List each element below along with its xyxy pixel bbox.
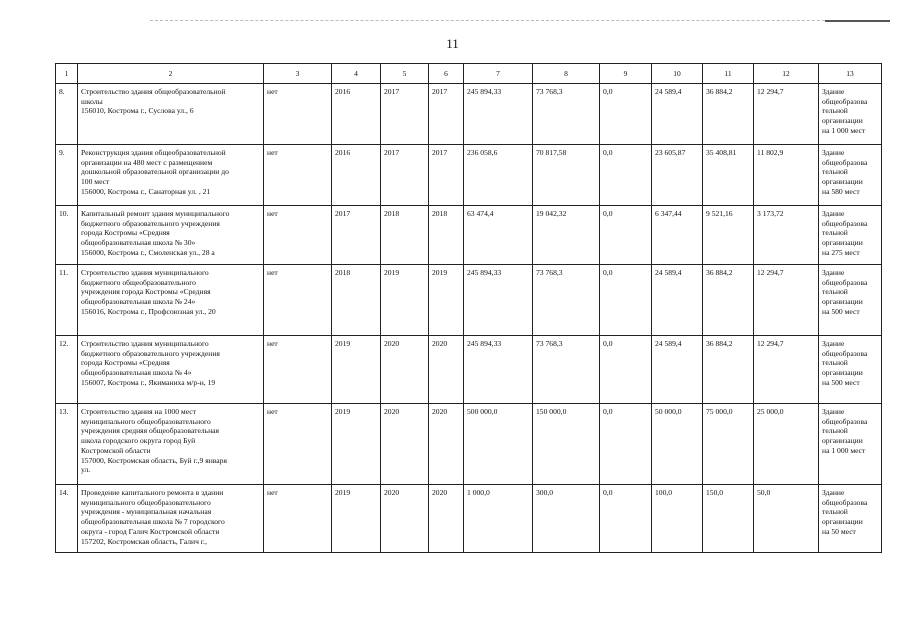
description-line: ул.	[81, 465, 91, 475]
capacity-line: общеобразова	[822, 96, 868, 106]
row-number: 8.	[56, 84, 78, 145]
cell-c5: 2018	[381, 206, 429, 265]
cell-c5: 2019	[381, 265, 429, 336]
header-rule	[150, 20, 890, 23]
description-line: города Костромы «Средняя	[81, 228, 170, 238]
cell-c9: 0,0	[600, 84, 652, 145]
cell-c5: 2020	[381, 336, 429, 404]
table-row	[56, 265, 882, 336]
cell-c8: 300,0	[533, 485, 600, 553]
capacity-line: тельной	[822, 287, 848, 297]
capacity-line: Здание	[822, 148, 845, 157]
description-line: общеобразовательная школа № 24»	[81, 297, 196, 307]
object-description	[78, 404, 264, 485]
object-description	[78, 145, 264, 206]
cell-c10: 100,0	[652, 485, 703, 553]
cell-c3: нет	[264, 265, 332, 336]
cell-c11: 36 884,2	[703, 265, 754, 336]
cell-c12: 12 294,7	[754, 265, 819, 336]
capacity-line: общеобразова	[822, 277, 868, 287]
capacity-line: организации	[822, 177, 863, 187]
cell-c4: 2019	[332, 485, 381, 553]
table-row	[56, 84, 882, 145]
cell-c5: 2020	[381, 404, 429, 485]
capacity-line: Здание	[822, 407, 845, 416]
cell-c3: нет	[264, 336, 332, 404]
capacity-line: на 500 мест	[822, 377, 860, 387]
cell-c10: 24 589,4	[652, 84, 703, 145]
cell-c9: 0,0	[600, 485, 652, 553]
header-cell: 3	[264, 64, 332, 84]
cell-c6: 2020	[429, 404, 464, 485]
capacity-line: общеобразова	[822, 416, 868, 426]
row-number: 12.	[56, 336, 78, 404]
header-cell: 8	[533, 64, 600, 84]
capacity-line: на 500 мест	[822, 306, 860, 316]
header-cell: 10	[652, 64, 703, 84]
table-row	[56, 404, 882, 485]
cell-c6: 2017	[429, 145, 464, 206]
capacity-note	[819, 404, 882, 485]
object-description	[78, 265, 264, 336]
cell-c10: 23 605,87	[652, 145, 703, 206]
description-line: муниципального общеобразовательного	[81, 497, 211, 507]
object-description	[78, 336, 264, 404]
description-line: общеобразовательная школа № 30»	[81, 238, 196, 248]
cell-c7: 1 000,0	[464, 485, 533, 553]
capacity-note	[819, 485, 882, 553]
description-line: округа - город Галич Костромской области	[81, 526, 220, 536]
capacity-line: Здание	[822, 209, 845, 218]
header-cell: 6	[429, 64, 464, 84]
cell-c12: 25 000,0	[754, 404, 819, 485]
capacity-note	[819, 206, 882, 265]
cell-c4: 2019	[332, 336, 381, 404]
header-cell: 5	[381, 64, 429, 84]
cell-c4: 2017	[332, 206, 381, 265]
cell-c10: 24 589,4	[652, 336, 703, 404]
table-row	[56, 145, 882, 206]
cell-c10: 50 000,0	[652, 404, 703, 485]
cell-c11: 36 884,2	[703, 84, 754, 145]
capacity-line: на 580 мест	[822, 186, 860, 196]
description-line: города Костромы «Средняя	[81, 358, 170, 368]
description-line: Реконструкция здания общеобразовательной	[81, 148, 226, 157]
row-number: 11.	[56, 265, 78, 336]
capacity-line: тельной	[822, 106, 848, 116]
capacity-line: Здание	[822, 268, 845, 277]
cell-c4: 2016	[332, 84, 381, 145]
cell-c12: 12 294,7	[754, 84, 819, 145]
cell-c12: 3 173,72	[754, 206, 819, 265]
cell-c8: 73 768,3	[533, 265, 600, 336]
cell-c11: 75 000,0	[703, 404, 754, 485]
description-line: организации на 480 мест с размещением	[81, 157, 213, 167]
capacity-line: организации	[822, 368, 863, 378]
cell-c3: нет	[264, 145, 332, 206]
cell-c5: 2020	[381, 485, 429, 553]
cell-c6: 2017	[429, 84, 464, 145]
description-line: бюджетного общеобразовательного	[81, 277, 196, 287]
capacity-note	[819, 84, 882, 145]
cell-c8: 19 042,32	[533, 206, 600, 265]
capacity-line: Здание	[822, 488, 845, 497]
description-line: 156007, Кострома г., Якиманиха м/р-н, 19	[81, 377, 216, 387]
cell-c8: 150 000,0	[533, 404, 600, 485]
row-number: 10.	[56, 206, 78, 265]
cell-c4: 2019	[332, 404, 381, 485]
description-line: школы	[81, 96, 103, 106]
cell-c11: 36 884,2	[703, 336, 754, 404]
header-cell: 4	[332, 64, 381, 84]
cell-c7: 63 474,4	[464, 206, 533, 265]
capacity-line: организации	[822, 297, 863, 307]
description-line: учреждения средняя общеобразовательная	[81, 426, 220, 436]
capacity-line: на 1 000 мест	[822, 125, 866, 135]
description-line: 156016, Кострома г., Профсоюзная ул., 20	[81, 306, 216, 316]
description-line: Проведение капитального ремонта в здании	[81, 488, 224, 497]
cell-c3: нет	[264, 206, 332, 265]
capacity-line: Здание	[822, 87, 845, 96]
capacity-note	[819, 145, 882, 206]
cell-c7: 236 058,6	[464, 145, 533, 206]
capacity-line: Здание	[822, 339, 845, 348]
description-line: бюджетного образовательного учреждения	[81, 348, 220, 358]
cell-c9: 0,0	[600, 206, 652, 265]
cell-c11: 35 408,81	[703, 145, 754, 206]
cell-c6: 2018	[429, 206, 464, 265]
description-line: 156000, Кострома г., Санаторная ул. , 21	[81, 186, 211, 196]
cell-c5: 2017	[381, 84, 429, 145]
description-line: Костромской области	[81, 445, 151, 455]
description-line: дошкольной образовательной организации до	[81, 167, 229, 177]
description-line: бюджетного образовательного учреждения	[81, 218, 220, 228]
cell-c3: нет	[264, 485, 332, 553]
cell-c3: нет	[264, 404, 332, 485]
object-description	[78, 206, 264, 265]
header-cell: 11	[703, 64, 754, 84]
cell-c9: 0,0	[600, 336, 652, 404]
cell-c12: 12 294,7	[754, 336, 819, 404]
capacity-line: тельной	[822, 507, 848, 517]
capacity-line: организации	[822, 436, 863, 446]
object-description	[78, 485, 264, 553]
row-number: 9.	[56, 145, 78, 206]
cell-c6: 2019	[429, 265, 464, 336]
description-line: 100 мест	[81, 177, 110, 187]
capacity-line: тельной	[822, 426, 848, 436]
row-number: 14.	[56, 485, 78, 553]
description-line: Капитальный ремонт здания муниципального	[81, 209, 230, 218]
cell-c4: 2018	[332, 265, 381, 336]
description-line: Строительство здания общеобразовательной	[81, 87, 226, 96]
cell-c10: 6 347,44	[652, 206, 703, 265]
header-cell: 9	[600, 64, 652, 84]
capacity-line: общеобразова	[822, 497, 868, 507]
cell-c9: 0,0	[600, 265, 652, 336]
header-cell: 1	[56, 64, 78, 84]
capacity-line: на 1 000 мест	[822, 445, 866, 455]
capacity-line: организации	[822, 116, 863, 126]
description-line: муниципального общеобразовательного	[81, 416, 211, 426]
cell-c7: 500 000,0	[464, 404, 533, 485]
header-cell: 7	[464, 64, 533, 84]
capacity-line: на 275 мест	[822, 247, 860, 257]
cell-c11: 9 521,16	[703, 206, 754, 265]
capacity-line: организации	[822, 517, 863, 527]
description-line: Строительство здания муниципального	[81, 339, 209, 348]
capacity-line: организации	[822, 238, 863, 248]
object-description	[78, 84, 264, 145]
cell-c11: 150,0	[703, 485, 754, 553]
cell-c3: нет	[264, 84, 332, 145]
description-line: 156010, Кострома г., Суслова ул., 6	[81, 106, 194, 116]
capacity-note	[819, 265, 882, 336]
cell-c12: 11 802,9	[754, 145, 819, 206]
header-cell: 2	[78, 64, 264, 84]
cell-c8: 73 768,3	[533, 336, 600, 404]
description-line: общеобразовательная школа № 7 городского	[81, 517, 225, 527]
description-line: Строительство здания муниципального	[81, 268, 209, 277]
capacity-line: тельной	[822, 167, 848, 177]
cell-c7: 245 894,33	[464, 265, 533, 336]
cell-c7: 245 894,33	[464, 336, 533, 404]
description-line: Строительство здания на 1000 мест	[81, 407, 196, 416]
cell-c9: 0,0	[600, 404, 652, 485]
description-line: школа городского округа город Буй	[81, 436, 196, 446]
cell-c7: 245 894,33	[464, 84, 533, 145]
description-line: 157000, Костромская область, Буй г.,9 января	[81, 455, 227, 465]
cell-c6: 2020	[429, 485, 464, 553]
page-number: 11	[446, 36, 459, 51]
capacity-line: общеобразова	[822, 348, 868, 358]
cell-c8: 70 817,58	[533, 145, 600, 206]
capacity-line: общеобразова	[822, 157, 868, 167]
header-cell: 12	[754, 64, 819, 84]
capacity-note	[819, 336, 882, 404]
capacity-line: общеобразова	[822, 218, 868, 228]
investment-table	[55, 63, 882, 553]
description-line: общеобразовательная школа № 4»	[81, 368, 192, 378]
capacity-line: на 50 мест	[822, 526, 856, 536]
description-line: 156000, Кострома г., Смоленская ул., 28 а	[81, 247, 215, 257]
header-row	[56, 64, 882, 84]
description-line: 157202, Костромская область, Галич г.,	[81, 536, 207, 546]
table-row	[56, 485, 882, 553]
cell-c8: 73 768,3	[533, 84, 600, 145]
cell-c9: 0,0	[600, 145, 652, 206]
table-row	[56, 336, 882, 404]
description-line: учреждения - муниципальная начальная	[81, 507, 212, 517]
header-cell: 13	[819, 64, 882, 84]
capacity-line: тельной	[822, 358, 848, 368]
cell-c12: 50,0	[754, 485, 819, 553]
capacity-line: тельной	[822, 228, 848, 238]
row-number: 13.	[56, 404, 78, 485]
cell-c5: 2017	[381, 145, 429, 206]
cell-c10: 24 589,4	[652, 265, 703, 336]
table-row	[56, 206, 882, 265]
cell-c4: 2016	[332, 145, 381, 206]
description-line: учреждения города Костромы «Средняя	[81, 287, 211, 297]
cell-c6: 2020	[429, 336, 464, 404]
